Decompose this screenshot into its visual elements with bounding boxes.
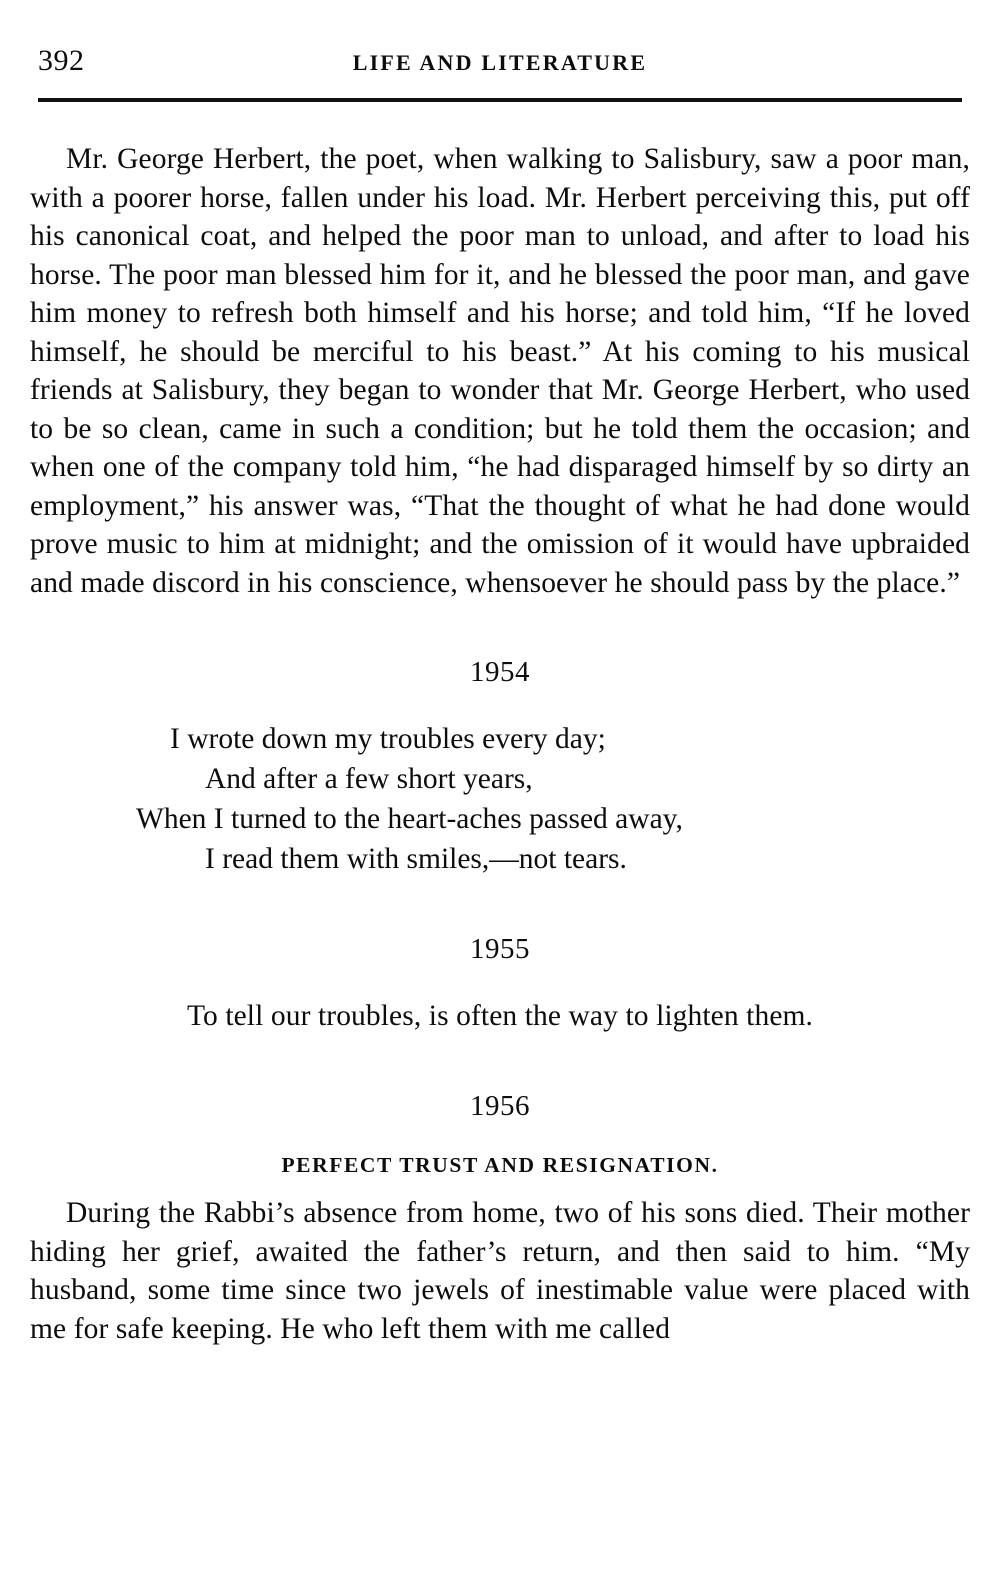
entry-number-1956: 1956 <box>470 1090 530 1122</box>
entry-text-1955: To tell our troubles, is often the way to lighten them. <box>186 1000 814 1032</box>
page-number: 392 <box>38 44 85 77</box>
poem-1954 <box>100 719 900 879</box>
poem-line: I wrote down my troubles every day; <box>170 723 606 755</box>
spacer <box>30 602 970 656</box>
paragraph-herbert: Mr. George Herbert, the poet, when walking to Salisbury, saw a poor man, with a poorer horse, fallen under his load. Mr. Herbert perceiving this, put off his canonical coat, and helped the poor man to unload, and after to load his horse. The poor man blessed him for it, and he blessed the poor man, and gave him money to refresh both himself and his horse; and told him, “If he loved himself, he should be merciful to his beast.” At his coming to his musical friends at Salisbury, they began to wonder that Mr. George Herbert, who used to be so clean, came in such a condition; but he told them the occasion; and when one of the company told him, “he had disparaged himself by so dirty an employment,” his answer was, “That the thought of what he had done would prove music to him at midnight; and the omission of it would have upbraided and made discord in his conscience, whensoever he should pass by the place.” <box>30 143 970 599</box>
page-body <box>30 140 970 1348</box>
poem-line: When I turned to the heart-aches passed away, <box>136 803 683 835</box>
poem-line: And after a few short years, <box>205 763 533 795</box>
spacer <box>30 689 970 719</box>
entry-number-1955: 1955 <box>470 933 530 965</box>
paragraph-rabbi: During the Rabbi’s absence from home, two of his sons died. Their mother hiding her grief, awaited the father’s return, and then said to him. “My husband, some time since two jewels of inestimable value were placed with me for safe keeping. He who left them with me called <box>30 1197 970 1345</box>
running-title: LIFE AND LITERATURE <box>352 50 648 75</box>
spacer <box>30 966 970 996</box>
page-header <box>38 40 962 86</box>
spacer <box>30 1123 970 1153</box>
entry-subheading-1956: PERFECT TRUST AND RESIGNATION. <box>281 1153 719 1177</box>
spacer <box>30 1178 970 1194</box>
header-rule <box>38 98 962 102</box>
poem-line: I read them with smiles,—not tears. <box>205 843 627 875</box>
spacer <box>30 1036 970 1090</box>
entry-number-1954: 1954 <box>470 656 530 688</box>
spacer <box>30 879 970 933</box>
